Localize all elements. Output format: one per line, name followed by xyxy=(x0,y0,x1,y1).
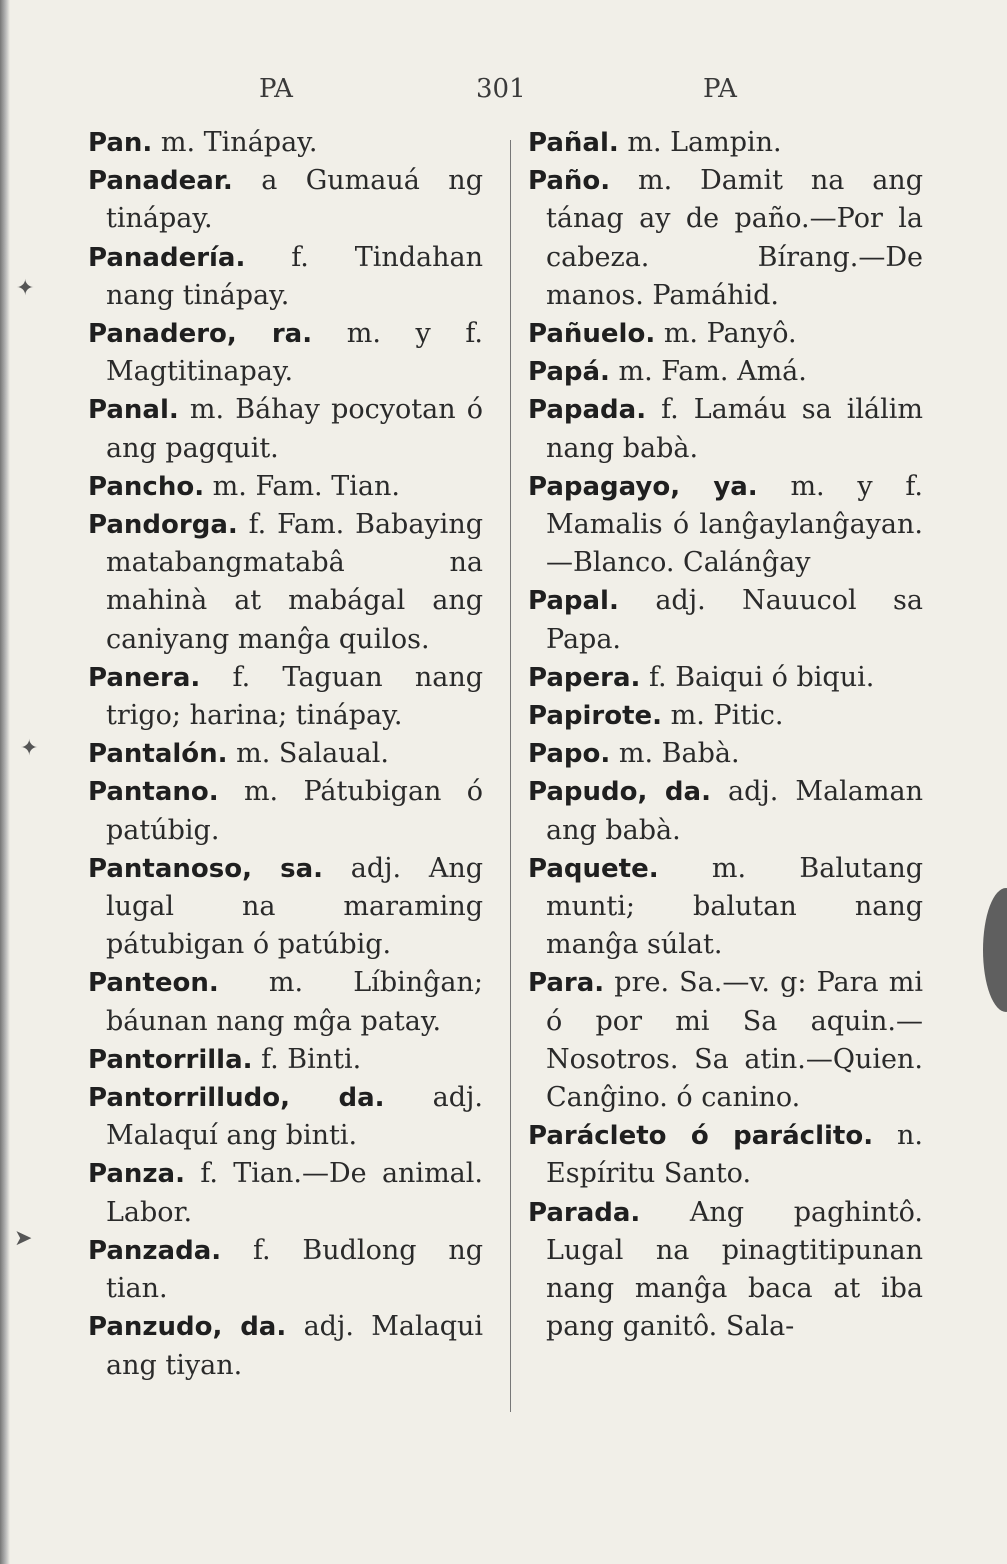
definition: Ang paghintô. Lugal na pinagtitipunan nang manĝa baca at iba pang ganitô. Sala- xyxy=(546,1196,923,1343)
headword: Pan. xyxy=(88,128,153,158)
headword: Pantorrilla. xyxy=(88,1044,253,1075)
headword: Panzudo, da. xyxy=(88,1312,287,1343)
definition: adj. Nauucol sa Papa. xyxy=(546,585,923,655)
guide-word-left: PA xyxy=(259,74,293,104)
bullet-mark-icon: ✦ xyxy=(20,736,39,761)
dictionary-entry xyxy=(528,735,923,773)
guide-word-right: PA xyxy=(703,74,737,104)
definition: m. Babà. xyxy=(618,738,740,770)
dictionary-entry xyxy=(88,468,483,506)
dictionary-entry xyxy=(88,1232,483,1308)
headword: Parada. xyxy=(528,1197,641,1228)
definition: m. Salaual. xyxy=(236,738,389,770)
headword: Panzada. xyxy=(88,1235,222,1266)
definition: pre. Sa.—v. g: Para mi ó por mi Sa aquin.—Nosotros. Sa atin.—Quien. Canĝino. ó canino. xyxy=(546,967,923,1114)
left-column xyxy=(88,124,483,1385)
ink-blot xyxy=(983,888,1007,1012)
headword: Papá. xyxy=(528,357,610,388)
page-header xyxy=(0,74,1007,114)
definition: m. Pátubigan ó patúbig. xyxy=(106,776,483,846)
headword: Paño. xyxy=(528,166,611,197)
definition: m. Damit na ang tánag ay de paño.—Por la cabeza. Bírang.—De manos. Pamáhid. xyxy=(546,165,923,311)
right-column xyxy=(528,124,923,1347)
dictionary-entry xyxy=(528,1194,923,1347)
headword: Panadear. xyxy=(88,166,233,197)
headword: Panadero, ra. xyxy=(88,319,313,350)
dictionary-entry xyxy=(88,735,483,773)
dictionary-entry xyxy=(88,850,483,965)
dictionary-entry xyxy=(528,659,923,697)
definition: adj. Ang lugal na maraming pátubigan ó patúbig. xyxy=(106,852,484,961)
definition: f. Baiqui ó biqui. xyxy=(649,661,875,693)
definition: f. Taguan nang trigo; harina; tinápay. xyxy=(106,661,483,732)
headword: Papera. xyxy=(528,662,641,693)
dictionary-entry xyxy=(88,239,483,315)
bullet-mark-icon: ✦ xyxy=(16,276,35,301)
definition: m. Fam. Tian. xyxy=(212,470,400,502)
headword: Papo. xyxy=(528,739,611,770)
dictionary-entry xyxy=(528,468,923,583)
dictionary-entry xyxy=(88,1155,483,1231)
headword: Panal. xyxy=(88,395,179,426)
dictionary-entry xyxy=(88,162,483,238)
definition: f. Binti. xyxy=(261,1043,362,1075)
definition: m. Líbinĝan; báunan nang mĝa patay. xyxy=(106,967,483,1037)
dictionary-entry xyxy=(528,315,923,353)
dictionary-entry xyxy=(528,964,923,1117)
dictionary-entry xyxy=(528,697,923,735)
headword: Panera. xyxy=(88,662,201,693)
dictionary-entry xyxy=(528,773,923,849)
definition: f. Tindahan nang tinápay. xyxy=(106,241,483,311)
definition: m. y f. Mamalis ó lanĝaylanĝayan.—Blanco. Calánĝay xyxy=(546,470,923,579)
definition: m. Fam. Amá. xyxy=(618,356,807,388)
dictionary-entry xyxy=(88,659,483,735)
page-edge-shadow xyxy=(0,0,10,1564)
dictionary-entry xyxy=(88,315,483,391)
definition: f. Fam. Babaying matabangmatabâ na mahinà at mabágal ang caniyang manĝa quilos. xyxy=(106,509,483,655)
headword: Panteon. xyxy=(88,968,219,999)
dictionary-entry xyxy=(88,773,483,849)
column-divider xyxy=(510,140,511,1412)
definition: adj. Malaquí ang binti. xyxy=(106,1082,483,1152)
headword: Papagayo, ya. xyxy=(528,471,758,502)
headword: Pantano. xyxy=(88,777,219,808)
definition: a Gumauá ng tinápay. xyxy=(106,165,483,235)
dictionary-entry xyxy=(88,1079,483,1155)
definition: m. Balutang munti; balutan nang manĝa súlat. xyxy=(546,852,923,961)
headword: Pantorrilludo, da. xyxy=(88,1083,385,1114)
dictionary-entry xyxy=(88,1308,483,1384)
definition: f. Tian.—De animal. Labor. xyxy=(106,1158,483,1228)
headword: Para. xyxy=(528,968,605,999)
definition: m. Lampin. xyxy=(627,127,782,158)
headword: Pantanoso, sa. xyxy=(88,853,324,884)
dictionary-entry xyxy=(528,391,923,467)
dictionary-entry xyxy=(88,964,483,1040)
headword: Papada. xyxy=(528,395,647,426)
arrow-mark-icon: ➤ xyxy=(14,1226,33,1251)
headword: Paquete. xyxy=(528,853,659,884)
dictionary-entry xyxy=(528,1117,923,1193)
definition: adj. Malaqui ang tiyan. xyxy=(106,1311,483,1381)
dictionary-entry xyxy=(528,162,923,315)
headword: Pandorga. xyxy=(88,510,238,541)
headword: Panadería. xyxy=(88,242,246,273)
dictionary-entry xyxy=(528,582,923,658)
dictionary-entry xyxy=(88,391,483,467)
headword: Pantalón. xyxy=(88,739,228,770)
headword: Pancho. xyxy=(88,471,205,502)
definition: f. Lamáu sa ilálim nang babà. xyxy=(546,394,923,464)
headword: Pañal. xyxy=(528,128,619,158)
dictionary-entry xyxy=(528,850,923,965)
dictionary-entry xyxy=(88,124,483,162)
definition: m. y f. Magtitinapay. xyxy=(106,318,483,388)
headword: Papudo, da. xyxy=(528,777,711,808)
headword: Papirote. xyxy=(528,701,663,732)
headword: Pañuelo. xyxy=(528,319,656,350)
definition: m. Báhay pocyotan ó ang pagquit. xyxy=(106,394,483,464)
headword: Panza. xyxy=(88,1159,185,1190)
dictionary-entry xyxy=(528,124,923,162)
dictionary-entry xyxy=(88,506,483,659)
definition: f. Budlong ng tian. xyxy=(106,1234,483,1305)
definition: m. Panyô. xyxy=(663,318,797,350)
headword: Parácleto ó paráclito. xyxy=(528,1121,874,1152)
definition: m. Pitic. xyxy=(670,700,784,732)
headword: Papal. xyxy=(528,586,619,617)
page-number: 301 xyxy=(476,74,526,104)
definition: n. Espíritu Santo. xyxy=(546,1120,923,1190)
dictionary-entry xyxy=(88,1041,483,1079)
definition: adj. Malaman ang babà. xyxy=(546,776,923,846)
dictionary-entry xyxy=(528,353,923,391)
definition: m. Tinápay. xyxy=(160,127,318,158)
